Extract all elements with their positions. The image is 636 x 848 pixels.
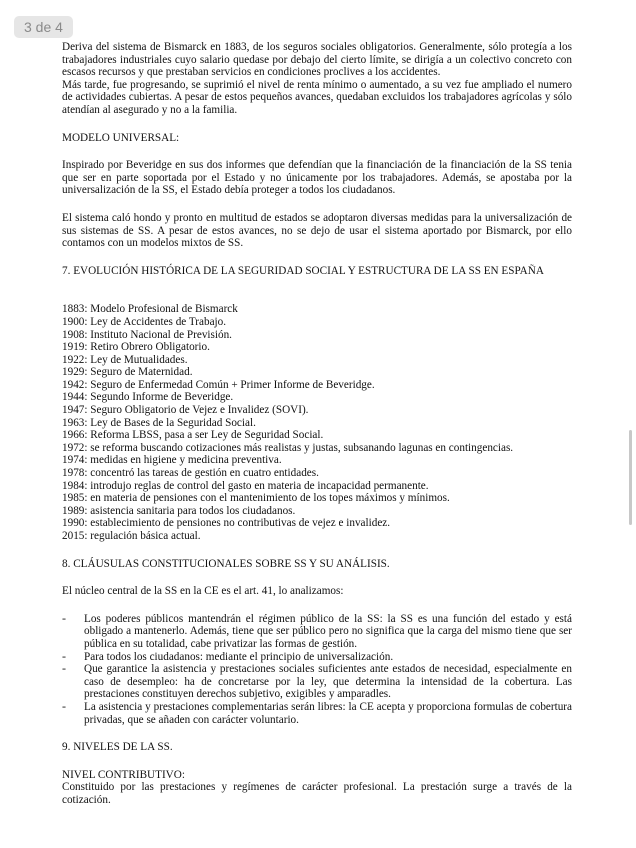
clauses-list <box>62 613 572 726</box>
scrollbar[interactable] <box>629 430 632 525</box>
nivel-contributivo-paragraph: Constituido por las prestaciones y regímenes de carácter profesional. La prestación surge a través de la cotización. <box>62 781 572 806</box>
modelo-universal-heading: MODELO UNIVERSAL: <box>62 131 180 144</box>
modelo-universal-paragraph-2: El sistema caló hondo y pronto en multitud de estados se adoptaron diversas medidas para la universalización de sus sistemas de SS. A pesar de estos avances, no se dejo de usar el sistema aportado por Bismarck, por ello contamos con un modelos mixtos de SS. <box>62 211 572 250</box>
document-body <box>62 41 572 807</box>
intro-paragraph-2: Más tarde, fue progresando, se suprimió el nivel de renta mínimo o aumentado, a su vez fue ampliado el numero de actividades cubiertas. A pesar de estos pequeños avances, quedaban excluidos los trabajadores agrícolas y sólo atendían al asegurado y no a la familia. <box>62 78 572 116</box>
timeline-item: 1984: introdujo reglas de control del gasto en materia de incapacidad permanente. <box>62 479 429 492</box>
timeline-item: 1942: Seguro de Enfermedad Común + Primer Informe de Beveridge. <box>62 378 375 391</box>
section-8-heading: 8. CLÁUSULAS CONSTITUCIONALES SOBRE SS Y SU ANÁLISIS. <box>62 557 390 570</box>
timeline-item: 1974: medidas en higiene y medicina preventiva. <box>62 454 282 467</box>
timeline-item: 1922: Ley de Mutualidades. <box>62 353 188 366</box>
timeline-item: 1883: Modelo Profesional de Bismarck <box>62 303 238 316</box>
timeline-list <box>62 303 572 542</box>
timeline-item: 1985: en materia de pensiones con el mantenimiento de los topes máximos y mínimos. <box>62 492 450 505</box>
timeline-item: 1900: Ley de Accidentes de Trabajo. <box>62 315 227 328</box>
section-9-heading: 9. NIVELES DE LA SS. <box>62 741 173 754</box>
timeline-item: 1908: Instituto Nacional de Previsión. <box>62 328 232 341</box>
modelo-universal-paragraph-1: Inspirado por Beveridge en sus dos informes que defendían que la financiación de la financiación de la SS tenia que ser en parte soportada por el Estado y no únicamente por los trabajadores. Además, se apostaba por la universalización de la SS, el Estado debía proteger a todos los ciudadanos. <box>62 159 572 197</box>
timeline-item: 1978: concentró las tareas de gestión en cuatro entidades. <box>62 467 319 480</box>
page-indicator: 3 de 4 <box>14 16 73 38</box>
timeline-item: 1919: Retiro Obrero Obligatorio. <box>62 341 210 354</box>
list-item: - La asistencia y prestaciones complementarias serán libres: la CE acepta y proporciona formulas de cobertura privadas, que se añaden con carácter voluntario. <box>62 701 572 726</box>
section-8-intro: El núcleo central de la SS en la CE es el art. 41, lo analizamos: <box>62 585 344 598</box>
timeline-item: 1963: Ley de Bases de la Seguridad Social. <box>62 416 256 429</box>
timeline-item: 1966: Reforma LBSS, pasa a ser Ley de Seguridad Social. <box>62 429 324 442</box>
list-item: - Los poderes públicos mantendrán el régimen público de la SS: la SS es una función del estado y está obligado a mantenerlo. Además, tiene que ser público pero no significa que la carga del mismo tiene que ser pública en su totalidad, cabe privatizar las formas de gestión. <box>62 613 572 651</box>
nivel-contributivo-heading: NIVEL CONTRIBUTIVO: <box>62 768 185 781</box>
list-item: - Para todos los ciudadanos: mediante el principio de universalización. <box>62 651 572 664</box>
timeline-item: 1989: asistencia sanitaria para todos los ciudadanos. <box>62 504 296 517</box>
section-7-heading: 7. EVOLUCIÓN HISTÓRICA DE LA SEGURIDAD SOCIAL Y ESTRUCTURA DE LA SS EN ESPAÑA <box>62 264 544 277</box>
list-item: - Que garantice la asistencia y prestaciones sociales suficientes ante estados de necesidad, especialmente en caso de desempleo: ha de concretarse por la ley, que determina la intensidad de la cobertura. Las prestaciones constituyen derechos subjetivo, exigibles y amparadles. <box>62 663 572 701</box>
timeline-item: 1990: establecimiento de pensiones no contributivas de vejez e invalidez. <box>62 517 391 530</box>
timeline-item: 2015: regulación básica actual. <box>62 530 201 542</box>
timeline-item: 1929: Seguro de Maternidad. <box>62 366 193 379</box>
intro-paragraph-1: Deriva del sistema de Bismarck en 1883, de los seguros sociales obligatorios. Generalmente, sólo protegía a los trabajadores industriales cuyo salario quedase por debajo del cierto límite, se dirigía a un colectivo concreto con escasos recursos y que prestaban servicios en condiciones proclives a los accidentes. <box>62 41 572 79</box>
timeline-item: 1944: Segundo Informe de Beveridge. <box>62 391 234 404</box>
timeline-item: 1972: se reforma buscando cotizaciones más realistas y justas, subsanando lagunas en contingencias. <box>62 441 514 454</box>
timeline-item: 1947: Seguro Obligatorio de Vejez e Invalidez (SOVI). <box>62 404 309 417</box>
